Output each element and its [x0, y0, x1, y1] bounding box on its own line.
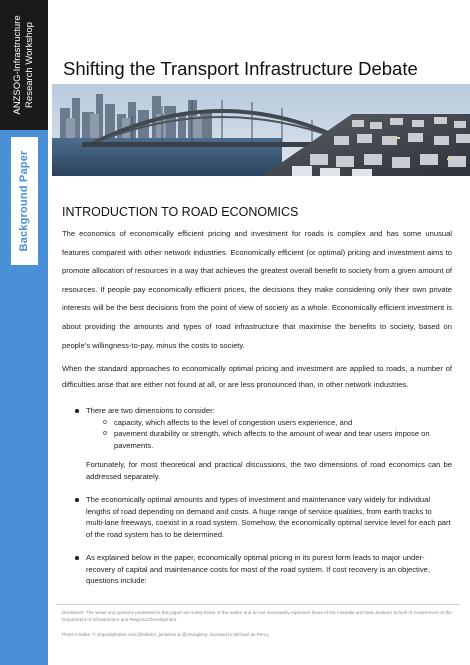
- workshop-line-1: ANZSOG-Infrastructure: [12, 15, 23, 115]
- footer-photo-credits: Photo Credits: © Depositphotos.com/@lefebvr_jonathan & @chungking, licensed to Michael de Percy.: [62, 632, 270, 637]
- bullet-1-note: Fortunately, for most theoretical and practical discussions, the two dimensions of road economics can be addressed separately.: [86, 460, 452, 481]
- workshop-line-2: Research Workshop: [24, 22, 35, 108]
- sidebar: [0, 0, 48, 665]
- workshop-label: [12, 3, 36, 128]
- bullet-list: [62, 405, 452, 587]
- paragraph-2: When the standard approaches to economically optimal pricing and investment are applied to roads, a number of difficulties arise that are either not found at all, or are less pronounced than, in other network industries.: [62, 364, 452, 390]
- bullet-1-text: There are two dimensions to consider:: [86, 406, 215, 416]
- paragraph-1: The economics of economically efficient pricing and investment for roads is complex and has some unusual features compared with other network industries. Economically efficient (or optimal) pricing and investment aims to promote allocation of resources in a way that achieves the greatest overall benefit to society from a given amount of resources. If people pay economically efficient prices, the decisions they make considering only their own private interests will be the best decisions from the point of view of society as a whole. Economically efficient investment is about providing the amounts and types of road infrastructure that maximise the benefits to society, based on people’s willingness-to-pay, minus the costs to society.: [62, 229, 452, 350]
- document-type-box: [11, 137, 38, 265]
- sub-list-item: o pavement durability or strength, which affects to the amount of wear and tear users impose on pavements.: [114, 428, 452, 451]
- sub-list: [86, 417, 452, 452]
- sub-list-item: o capacity, which affects to the level of congestion users experience, and: [114, 417, 452, 429]
- document-type-label: Background Paper: [18, 150, 30, 252]
- page-title: Shifting the Transport Infrastructure Debate: [63, 58, 418, 79]
- list-item: [86, 405, 452, 482]
- section-heading: INTRODUCTION TO ROAD ECONOMICS: [62, 205, 299, 219]
- footer-divider: [56, 604, 460, 605]
- banner-image: [52, 84, 470, 176]
- city-bridge-traffic-photo: [52, 84, 470, 176]
- footer-disclaimer: Disclaimer: The views and opinions presented in this paper are solely those of the author and do not necessarily represent those of the Australia and New Zealand School of Government or the Department of Infrastructure and Regional Development.: [62, 610, 452, 622]
- body-content: [62, 225, 452, 599]
- sidebar-header-block: [0, 0, 48, 130]
- list-item: As explained below in the paper, economically optimal pricing in its purest form leads to major under-recovery of capital and maintenance costs for most of the road system. If cost recovery is an objective, questions include:: [86, 552, 452, 587]
- list-item: The economically optimal amounts and types of investment and maintenance vary widely for individual lengths of road depending on demand and costs. A huge range of service qualities, from earth tracks to multi-lane freeways, coexist in a road system. Somehow, the economically optimal service level for each part of the road system has to be determined.: [86, 495, 451, 539]
